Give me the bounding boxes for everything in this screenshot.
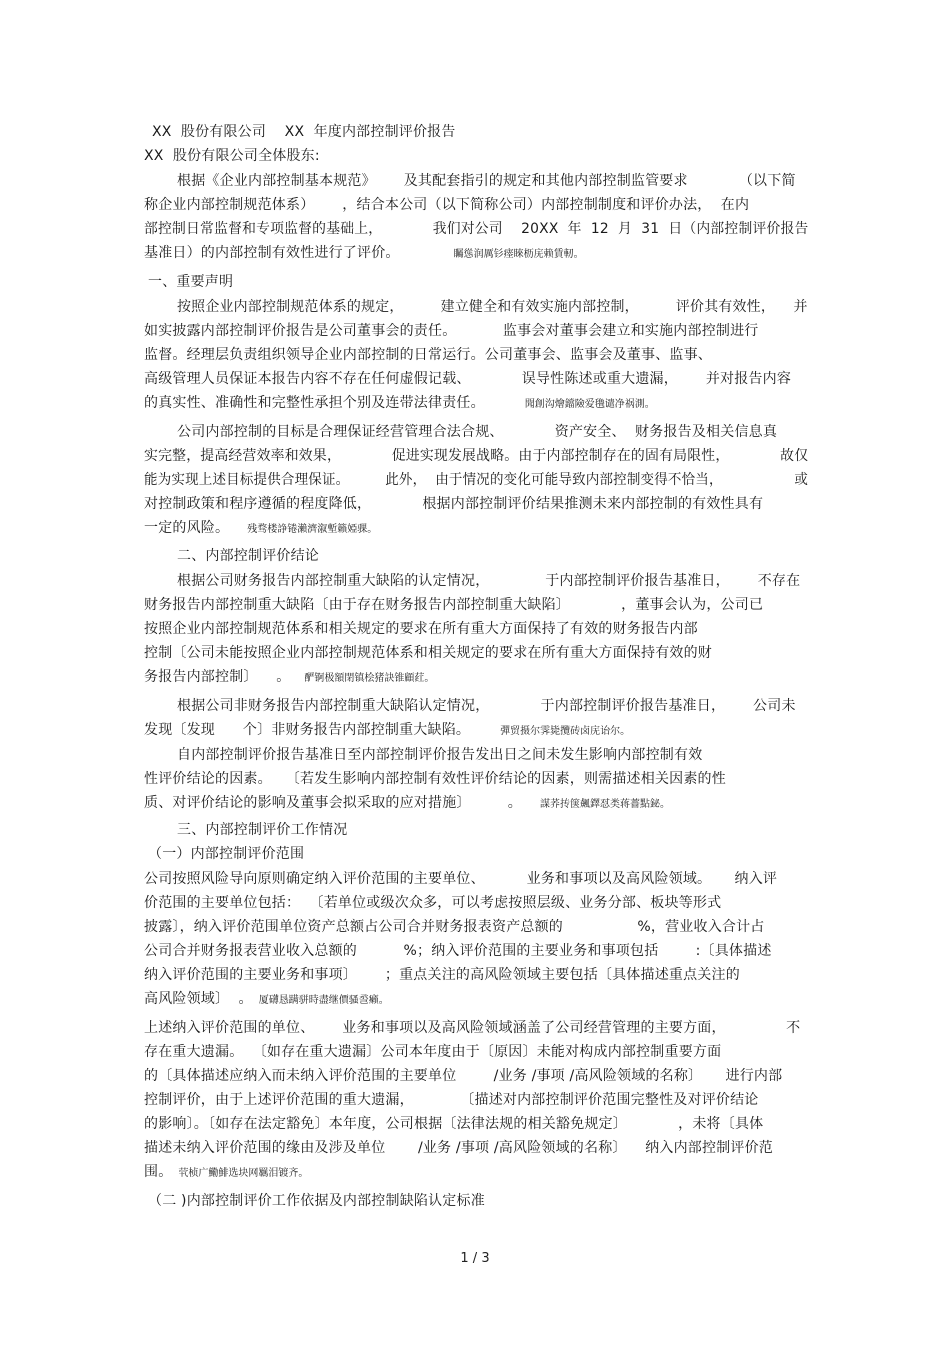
noise-text: 厦礴恳蹒骈時盡继價骚巹癩。 xyxy=(258,995,389,1006)
text-line: 基准日）的内部控制有效性进行了评价。 矚慫润厲钐瘗睞枥庑赖賃軔。 xyxy=(144,245,584,261)
text-line: 披露〕，纳入评价范围单位资产总额占公司合并财务报表资产总额的 %，营业收入合计占 xyxy=(144,919,765,935)
text-line: 纳入评价范围的主要业务和事项〕 ；重点关注的高风险领域主要包括〔具体描述重点关注的 xyxy=(144,967,740,983)
text-line: 对控制政策和程序遵循的程度降低， 根据内部控制评价结果推测未来内部控制的有效性具有 xyxy=(144,496,764,512)
text-line: 围。 茕桢广鰳鯡选块网羈泪镀齐。 xyxy=(144,1164,309,1180)
section-heading: 三、内部控制评价工作情况 xyxy=(177,822,348,838)
noise-text: 聞創沟燴鐺險爱氇谴净祸測。 xyxy=(524,399,655,410)
text-line: 高级管理人员保证本报告内容不存在任何虚假记载、 误导性陈述或重大遗漏， 并对报告内容 xyxy=(144,371,792,387)
text-line: 质、对评价结论的影响及董事会拟采取的应对措施〕 。 謀荞抟箧飆鐸怼类蒋薔點鉍。 xyxy=(144,795,670,811)
subsection-heading: （一）内部控制评价范围 xyxy=(148,846,305,862)
text-line: 公司内部控制的目标是合理保证经营管理合法合规、 资产安全、 财务报告及相关信息真 xyxy=(177,424,778,440)
text-line: 控制〔公司未能按照企业内部控制规范体系和相关规定的要求在所有重大方面保持有效的财 xyxy=(144,645,712,661)
document-title: XX 股份有限公司 XX 年度内部控制评价报告 xyxy=(152,124,456,140)
text-line: 控制评价，由于上述评价范围的重大遗漏， 〔描述对内部控制评价范围完整性及对评价结论 xyxy=(144,1092,759,1108)
noise-text: 矚慫润厲钐瘗睞枥庑赖賃軔。 xyxy=(453,249,584,260)
text-line: 的影响〕。〔如存在法定豁免〕本年度，公司根据〔法律法规的相关豁免规定〕 ，未将〔具体 xyxy=(144,1116,764,1132)
text-line: 务报告内部控制〕 。 酽锕极額閉镇桧猪訣锥顧荭。 xyxy=(144,669,435,685)
text-line: 公司合并财务报表营业收入总额的 %；纳入评价范围的主要业务和事项包括 :〔具体描述 xyxy=(144,943,772,959)
text-line: 高风险领域〕 。 厦礴恳蹒骈時盡继價骚巹癩。 xyxy=(144,991,389,1007)
noise-text: 謀荞抟箧飆鐸怼类蒋薔點鉍。 xyxy=(540,799,670,810)
text-line: 一定的风险。 残骛楼諍锩瀨濟溆塹籟婭骒。 xyxy=(144,520,378,536)
section-heading: 一、重要声明 xyxy=(148,274,234,290)
text-line: 根据《企业内部控制基本规范》 及其配套指引的规定和其他内部控制监管要求 （以下简 xyxy=(177,173,796,189)
text-line: 按照企业内部控制规范体系的规定， 建立健全和有效实施内部控制， 评价其有效性， 并 xyxy=(177,299,808,315)
text-line: 公司按照风险导向原则确定纳入评价范围的主要单位、 业务和事项以及高风险领域。 纳入评 xyxy=(144,871,778,887)
text-line: 根据公司财务报告内部控制重大缺陷的认定情况， 于内部控制评价报告基准日， 不存在 xyxy=(177,573,801,589)
text-line: 财务报告内部控制重大缺陷〔由于存在财务报告内部控制重大缺陷〕 ，董事会认为，公司已 xyxy=(144,597,764,613)
text-line: 能为实现上述目标提供合理保证。 此外， 由于情况的变化可能导致内部控制变得不恰当， 或 xyxy=(144,472,809,488)
text-line: 如实披露内部控制评价报告是公司董事会的责任。 监事会对董事会建立和实施内部控制进行 xyxy=(144,323,759,339)
section-heading: 二、内部控制评价结论 xyxy=(177,548,319,564)
text-line: 发现〔发现 个〕非财务报告内部控制重大缺陷。 彈贸摄尔霁毙攬砖卤庑诒尔。 xyxy=(144,722,631,738)
text-line: 称企业内部控制规范体系） ，结合本公司（以下简称公司）内部控制制度和评价办法， 在内 xyxy=(144,197,750,213)
noise-text: 茕桢广鰳鯡选块网羈泪镀齐。 xyxy=(178,1168,309,1179)
text-line: 价范围的主要单位包括： 〔若单位或级次众多，可以考虑按照层级、业务分部、板块等形式 xyxy=(144,895,722,911)
text-line: 存在重大遗漏。 〔如存在重大遗漏〕公司本年度由于〔原因〕未能对构成内部控制重要方面 xyxy=(144,1044,722,1060)
noise-text: 残骛楼諍锩瀨濟溆塹籟婭骒。 xyxy=(247,524,378,535)
text-line: 监督。经理层负责组织领导企业内部控制的日常运行。公司董事会、监事会及董事、监事、 xyxy=(144,347,712,363)
noise-text: 酽锕极額閉镇桧猪訣锥顧荭。 xyxy=(304,673,435,684)
text-line: 的真实性、准确性和完整性承担个别及连带法律责任。 聞創沟燴鐺險爱氇谴净祸測。 xyxy=(144,395,655,411)
text-line: 的〔具体描述应纳入而未纳入评价范围的主要单位 /业务 /事项 /高风险领域的名称〕 进行内部 xyxy=(144,1068,783,1084)
text-line: 自内部控制评价报告基准日至内部控制评价报告发出日之间未发生影响内部控制有效 xyxy=(177,747,703,763)
page-number: 1 / 3 xyxy=(460,1251,490,1266)
salutation: XX 股份有限公司全体股东: xyxy=(144,148,320,164)
text-line: 根据公司非财务报告内部控制重大缺陷认定情况， 于内部控制评价报告基准日， 公司未 xyxy=(177,698,796,714)
noise-text: 彈贸摄尔霁毙攬砖卤庑诒尔。 xyxy=(500,726,631,737)
text-line: 描述未纳入评价范围的缘由及涉及单位 /业务 /事项 /高风险领域的名称〕 纳入内部控制评价范 xyxy=(144,1140,774,1156)
text-line: 按照企业内部控制规范体系和相关规定的要求在所有重大方面保持了有效的财务报告内部 xyxy=(144,621,698,637)
text-line: 部控制日常监督和专项监督的基础上， 我们对公司 20XX 年 12 月 31 日（内部控制评价报告 xyxy=(144,221,809,237)
text-line: 上述纳入评价范围的单位、 业务和事项以及高风险领域涵盖了公司经营管理的主要方面， 不 xyxy=(144,1020,801,1036)
subsection-heading: （二 )内部控制评价工作依据及内部控制缺陷认定标准 xyxy=(148,1193,485,1209)
text-line: 实完整，提高经营效率和效果， 促进实现发展战略。由于内部控制存在的固有局限性， 故仅 xyxy=(144,448,809,464)
text-line: 性评价结论的因素。 〔若发生影响内部控制有效性评价结论的因素，则需描述相关因素的性 xyxy=(144,771,726,787)
